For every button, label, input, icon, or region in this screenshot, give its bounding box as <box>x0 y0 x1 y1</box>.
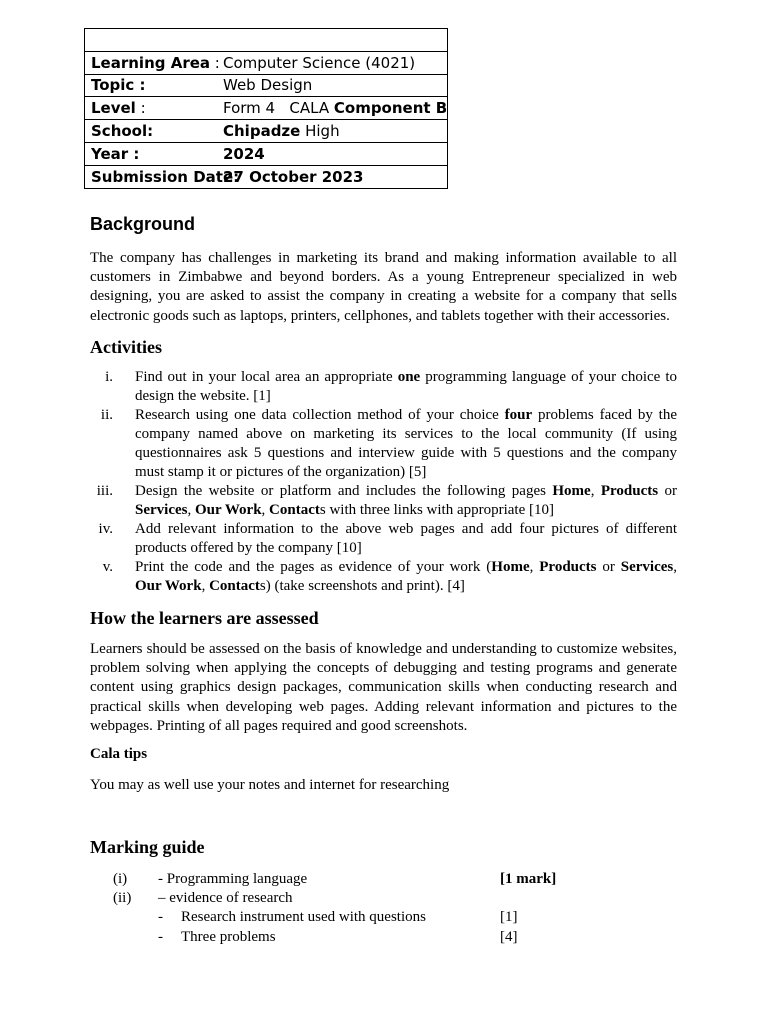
topic-label: Topic : <box>91 76 146 95</box>
marking-sub-mark: [1] <box>500 909 518 925</box>
info-row-level <box>85 97 448 120</box>
level-label: Level <box>91 99 136 118</box>
marking-row-num: (i) <box>113 871 128 887</box>
background-text: The company has challenges in marketing its brand and making information available to all customers in Zimbabwe and beyond borders. As a young Entrepreneur specialized in web designing, you are asked to assist the company in creating a website for a company that sells electronic goods such as laptops, printers, cellphones, and tablets together with their accessories. <box>90 250 677 324</box>
info-row-year <box>85 142 448 165</box>
assessment-heading: How the learners are assessed <box>90 608 319 628</box>
info-row-school <box>85 120 448 143</box>
marking-sub-text: Three problems <box>181 929 276 945</box>
marking-sub-dash: - <box>158 909 163 925</box>
background-heading: Background <box>90 214 196 234</box>
school-label: School: <box>91 122 154 141</box>
tips-text: You may as well use your notes and internet for researching <box>90 777 450 793</box>
info-empty-row <box>85 29 448 52</box>
year-value: 2024 <box>223 144 265 163</box>
level-colon: : <box>135 99 146 118</box>
activity-item: v. Print the code and the pages as evidence of your work (Home, Products or Services, Our Work, Contacts) (take screenshots and print). [4] <box>102 559 677 594</box>
activities-list <box>90 368 677 596</box>
marking-row-mark: [1 mark] <box>500 871 557 887</box>
marking-row-text: - Programming language <box>158 871 308 887</box>
tips-heading: Cala tips <box>90 746 148 762</box>
marking-row-num: (ii) <box>113 890 132 906</box>
learning-area-label: Learning Area <box>91 53 211 72</box>
year-label: Year : <box>91 144 140 163</box>
school-value-rest: High <box>300 122 340 141</box>
marking-sub-dash: - <box>158 929 163 945</box>
info-row-topic <box>85 74 448 97</box>
marking-sub-mark: [4] <box>500 929 518 945</box>
activity-item: i. Find out in your local area an appropriate one programming language of your choice to design the website. [1] <box>105 369 678 404</box>
info-row-learning-area <box>85 51 448 74</box>
activity-item: iv. Add relevant information to the above web pages and add four pictures of different products offered by the company [10] <box>98 521 677 556</box>
submission-label: Submission Date: <box>91 167 240 186</box>
topic-value: Web Design <box>223 76 313 95</box>
activities-heading: Activities <box>90 337 162 357</box>
activity-item: ii. Research using one data collection method of your choice four problems faced by the company named above on marketing its services to the local community (If using questionnaires ask 5 questions and interview guide with 5 questions and the company must stamp it or pictures of the organization) [5] <box>100 407 677 480</box>
level-value: Form 4 CALA <box>223 99 334 118</box>
activity-item: iii. Design the website or platform and includes the following pages Home, Products or Services, Our Work, Contacts with three links with appropriate [10] <box>96 483 678 518</box>
marking-guide-heading: Marking guide <box>90 837 205 857</box>
learning-area-value: Computer Science (4021) <box>223 53 416 72</box>
info-row-submission <box>85 165 448 188</box>
submission-value: 27 October 2023 <box>223 167 364 186</box>
learning-area-colon: : <box>210 53 220 72</box>
marking-sub-text: Research instrument used with questions <box>181 909 426 925</box>
info-table <box>84 28 448 189</box>
level-component: Component B <box>333 99 448 118</box>
assessment-text: Learners should be assessed on the basis of knowledge and understanding to customize websites, problem solving when applying the concepts of debugging and testing programs and generate content using graphics design packages, communication skills when conducting research and practical skills when developing web pages. Adding relevant information and pictures to the webpages. Printing of all pages required and good screenshots. <box>90 641 677 734</box>
marking-row-text: – evidence of research <box>158 890 293 906</box>
school-value-bold: Chipadze <box>223 122 301 141</box>
